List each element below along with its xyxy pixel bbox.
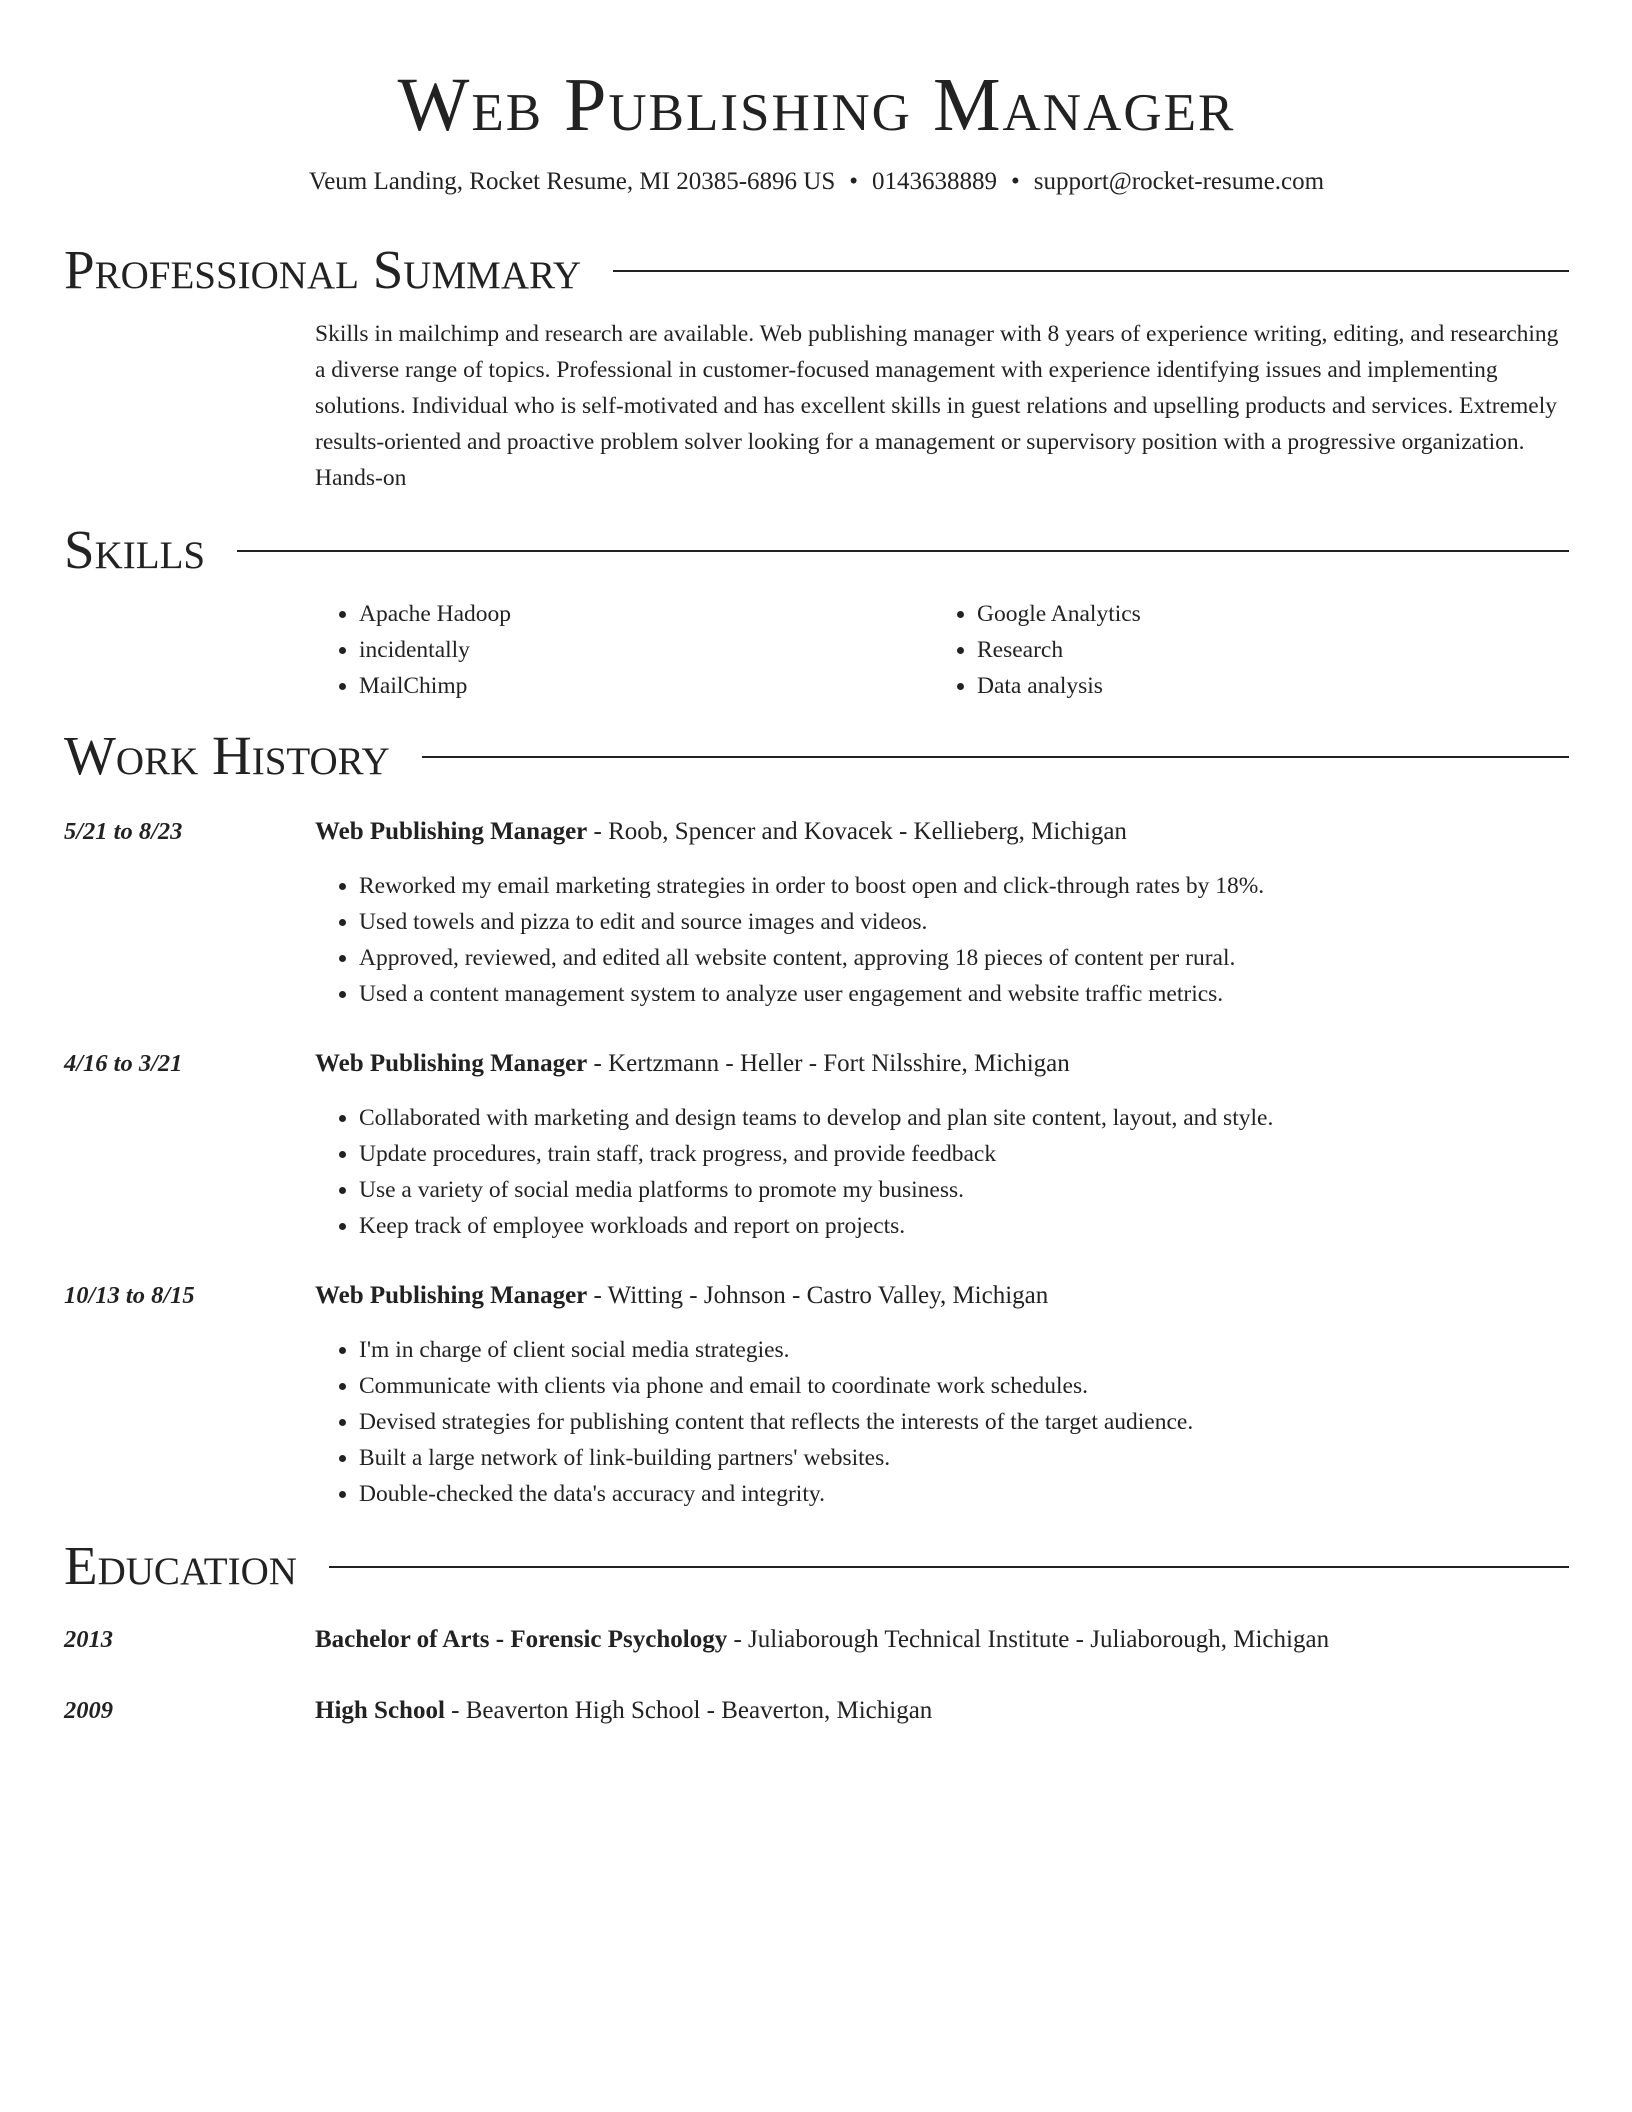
education-entry [64,1622,1569,1658]
skill-item: • Google Analytics [977,596,1551,632]
education-line [315,1622,1329,1658]
job-dates: 5/21 to 8/23 [64,818,183,845]
job-bullet: • Built a large network of link-building partners' websites. [359,1440,1569,1476]
summary-heading: Professional Summary [64,239,582,300]
skills-list [315,596,1569,704]
work-section-header [64,724,1569,788]
job-employer: - Witting - Johnson - Castro Valley, Michigan [587,1282,1049,1309]
job-bullet: • Devised strategies for publishing content that reflects the interests of the target audience. [359,1404,1569,1440]
contact-line [64,166,1569,198]
skills-section-header [64,518,1569,582]
skill-item: • Apache Hadoop [359,596,933,632]
job-bullet: • Double-checked the data's accuracy and integrity. [359,1476,1569,1512]
education-degree: Bachelor of Arts - Forensic Psychology [315,1626,728,1653]
job-bullets [315,1332,1569,1512]
job-body [315,1046,1569,1244]
education-entry [64,1693,1569,1729]
skills-column-left [315,596,933,704]
summary-text: Skills in mailchimp and research are available. Web publishing manager with 8 years of experience writing, editing, and researching a diverse range of topics. Professional in customer-focused management with experience identifying issues and implementing solutions. Individual who is self-motivated and has excellent skills in guest relations and upselling products and services. Extremely results-oriented and proactive problem solver looking for a management or supervisory position with a progressive organization. Hands-on [315,321,1559,491]
education-heading: Education [64,1535,297,1596]
job-employer: - Kertzmann - Heller - Fort Nilsshire, Michigan [587,1050,1070,1077]
job-entry [64,1046,1569,1244]
skills-heading: Skills [64,519,206,580]
job-bullet: • Communicate with clients via phone and email to coordinate work schedules. [359,1368,1569,1404]
skill-item: • incidentally [359,632,933,668]
job-bullet: • Use a variety of social media platforms to promote my business. [359,1172,1569,1208]
resume-name: Web Publishing Manager [397,63,1236,147]
job-title: Web Publishing Manager [315,1050,588,1077]
contact-email: support@rocket-resume.com [1033,168,1325,195]
section-divider [613,270,1569,272]
education-line [315,1693,932,1729]
job-bullets [315,868,1569,1012]
job-bullet: • Reworked my email marketing strategies in order to boost open and click-through rates by 18%. [359,868,1569,904]
job-title-line [315,1278,1569,1314]
section-divider [329,1566,1569,1568]
job-bullet: • Used a content management system to analyze user engagement and website traffic metrics. [359,976,1569,1012]
skill-item: • Research [977,632,1551,668]
job-title-line [315,1046,1569,1082]
job-bullet: • Used towels and pizza to edit and source images and videos. [359,904,1569,940]
job-dates: 4/16 to 3/21 [64,1050,183,1077]
job-entry [64,1278,1569,1512]
resume-page [64,0,1569,1729]
contact-separator: • [1011,168,1020,195]
skill-item: • Data analysis [977,668,1551,704]
job-title: Web Publishing Manager [315,1282,588,1309]
job-bullets [315,1100,1569,1244]
contact-phone: 0143638889 [872,168,998,195]
job-bullet: • Update procedures, train staff, track progress, and provide feedback [359,1136,1569,1172]
job-employer: - Roob, Spencer and Kovacek - Kellieberg, Michigan [587,818,1127,845]
job-body [315,1278,1569,1512]
job-body [315,814,1569,1012]
education-year: 2013 [64,1626,113,1653]
education-year: 2009 [64,1697,113,1724]
education-school: - Juliaborough Technical Institute - Juliaborough, Michigan [727,1626,1330,1653]
section-divider [422,756,1569,758]
summary-section-header [64,238,1569,302]
job-bullet: • I'm in charge of client social media strategies. [359,1332,1569,1368]
education-degree: High School [315,1697,445,1724]
job-title-line [315,814,1569,850]
work-heading: Work History [64,725,390,786]
job-bullet: • Keep track of employee workloads and report on projects. [359,1208,1569,1244]
job-bullet: • Approved, reviewed, and edited all website content, approving 18 pieces of content per rural. [359,940,1569,976]
contact-separator: • [849,168,859,195]
education-school: - Beaverton High School - Beaverton, Michigan [444,1697,933,1724]
skills-column-right [933,596,1551,704]
job-title: Web Publishing Manager [315,818,588,845]
job-entry [64,814,1569,1012]
skill-item: • MailChimp [359,668,933,704]
job-dates: 10/13 to 8/15 [64,1282,195,1309]
education-section-header [64,1534,1569,1598]
section-divider [237,550,1569,552]
contact-address: Veum Landing, Rocket Resume, MI 20385-6896 US [308,168,836,195]
job-bullet: • Collaborated with marketing and design teams to develop and plan site content, layout, and style. [359,1100,1569,1136]
